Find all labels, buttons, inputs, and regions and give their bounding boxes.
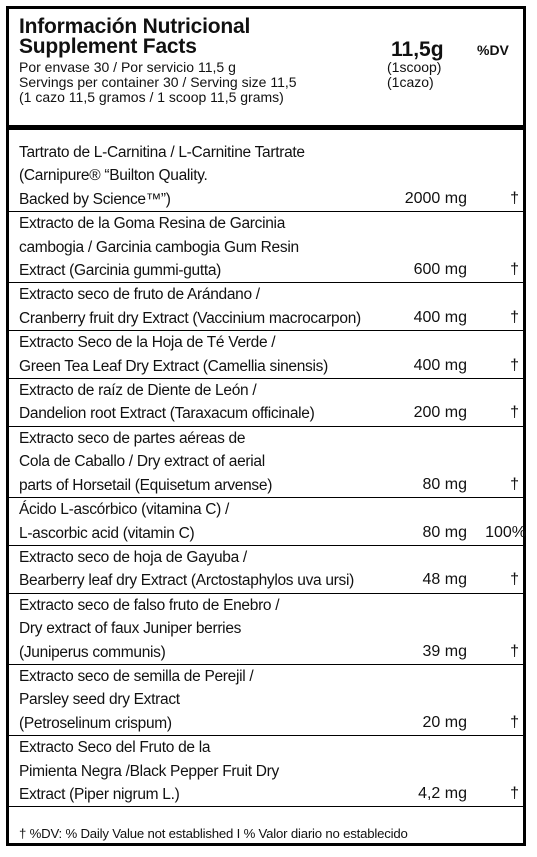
ingredient-row xyxy=(9,665,523,736)
ingredient-amount: 39 mg xyxy=(422,642,467,660)
scoop-info xyxy=(387,60,441,90)
ingredient-name-line: Extract (Piper nigrum L.) xyxy=(19,785,180,803)
ingredient-amount: 200 mg xyxy=(413,404,467,422)
serving-line: (1 cazo 11,5 gramos / 1 scoop 11,5 grams) xyxy=(19,89,284,105)
ingredient-name-line: Extracto Seco de la Hoja de Té Verde / xyxy=(19,334,276,352)
ingredient-row xyxy=(9,736,523,807)
ingredient-name-line: Green Tea Leaf Dry Extract (Camellia sinensis) xyxy=(19,357,328,375)
ingredient-rows xyxy=(9,141,526,807)
ingredient-name-line: Extract (Garcinia gummi-gutta) xyxy=(19,262,222,280)
ingredient-daily-value: 100% xyxy=(485,523,526,541)
serving-line: Por envase 30 / Por servicio 11,5 g xyxy=(19,59,236,75)
ingredient-daily-value: † xyxy=(510,189,519,207)
facts-header xyxy=(9,9,523,125)
ingredient-name-line: Ácido L-ascórbico (vitamina C) / xyxy=(19,501,230,519)
ingredient-name-line: parts of Horsetail (Equisetum arvense) xyxy=(19,476,273,494)
title-english: Supplement Facts xyxy=(19,35,197,58)
ingredient-row xyxy=(9,379,523,427)
ingredient-name-line: Dandelion root Extract (Taraxacum officinale) xyxy=(19,405,315,423)
scoop-line: (1scoop) xyxy=(387,59,442,75)
amount-heading: 11,5g xyxy=(391,38,444,61)
dv-heading: %DV xyxy=(477,42,509,58)
title-spanish: Información Nutricional xyxy=(19,15,251,38)
ingredient-amount: 80 mg xyxy=(422,523,467,541)
ingredient-daily-value: † xyxy=(510,308,519,326)
ingredient-daily-value: † xyxy=(510,404,519,422)
ingredient-row xyxy=(9,283,523,331)
ingredient-amount: 2000 mg xyxy=(404,189,467,207)
ingredient-daily-value: † xyxy=(510,356,519,374)
ingredient-name-line: Tartrato de L-Carnitina / L-Carnitine Tartrate xyxy=(19,144,305,161)
ingredient-name-line: Bearberry leaf dry Extract (Arctostaphylos uva ursi) xyxy=(19,572,354,590)
ingredient-row xyxy=(9,212,523,283)
ingredient-name-line: L-ascorbic acid (vitamin C) xyxy=(19,524,195,542)
ingredient-name-line: Parsley seed dry Extract xyxy=(19,691,180,709)
footnote: † %DV: % Daily Value not established I % Valor diario no establecido xyxy=(19,826,408,841)
ingredient-row xyxy=(9,427,523,498)
thick-divider xyxy=(9,125,523,130)
scoop-line: (1cazo) xyxy=(387,74,434,90)
ingredient-name-line: (Carnipure® “Builton Quality. xyxy=(19,167,208,185)
ingredient-name-line: Cola de Caballo / Dry extract of aerial xyxy=(19,453,265,471)
ingredient-row xyxy=(9,594,523,665)
ingredient-name-line: Extracto seco de falso fruto de Enebro / xyxy=(19,596,280,614)
ingredient-name-line: Extracto de raíz de Diente de León / xyxy=(19,382,257,400)
ingredient-name-line: Dry extract of faux Juniper berries xyxy=(19,620,242,638)
ingredient-name-line: (Juniperus communis) xyxy=(19,643,166,661)
ingredient-name-line: Pimienta Negra /Black Pepper Fruit Dry xyxy=(19,762,279,780)
ingredient-row xyxy=(9,546,523,594)
ingredient-name-line: Extracto seco de semilla de Perejil / xyxy=(19,667,254,685)
ingredient-daily-value: † xyxy=(510,642,519,660)
ingredient-row xyxy=(9,331,523,379)
ingredient-daily-value: † xyxy=(510,261,519,279)
ingredient-name-line: Extracto Seco del Fruto de la xyxy=(19,739,211,757)
ingredient-daily-value: † xyxy=(510,571,519,589)
ingredient-amount: 400 mg xyxy=(413,308,467,326)
ingredient-name-line: Extracto seco de fruto de Arándano / xyxy=(19,286,260,304)
ingredient-amount: 48 mg xyxy=(422,571,467,589)
ingredient-amount: 600 mg xyxy=(413,261,467,279)
ingredient-row xyxy=(9,498,526,546)
ingredient-daily-value: † xyxy=(510,475,519,493)
ingredient-name-line: Extracto de la Goma Resina de Garcinia xyxy=(19,215,286,233)
serving-info xyxy=(19,60,387,105)
ingredient-amount: 4,2 mg xyxy=(418,784,467,802)
ingredient-name-line: Extracto seco de partes aéreas de xyxy=(19,429,246,447)
ingredient-daily-value: † xyxy=(510,784,519,802)
ingredient-name-line: Backed by Science™”) xyxy=(19,190,171,208)
ingredient-name-line: Cranberry fruit dry Extract (Vaccinium macrocarpon) xyxy=(19,309,361,327)
ingredient-row xyxy=(9,141,523,212)
supplement-facts-panel xyxy=(6,6,526,846)
ingredient-daily-value: † xyxy=(510,713,519,731)
ingredient-name-line: (Petroselinum crispum) xyxy=(19,714,172,732)
ingredient-name-line: cambogia / Garcinia cambogia Gum Resin xyxy=(19,238,299,256)
ingredient-name-line: Extracto seco de hoja de Gayuba / xyxy=(19,548,247,566)
ingredient-amount: 20 mg xyxy=(422,713,467,731)
serving-line: Servings per container 30 / Serving size 11,5 xyxy=(19,74,297,90)
ingredient-amount: 80 mg xyxy=(422,475,467,493)
ingredient-amount: 400 mg xyxy=(413,356,467,374)
